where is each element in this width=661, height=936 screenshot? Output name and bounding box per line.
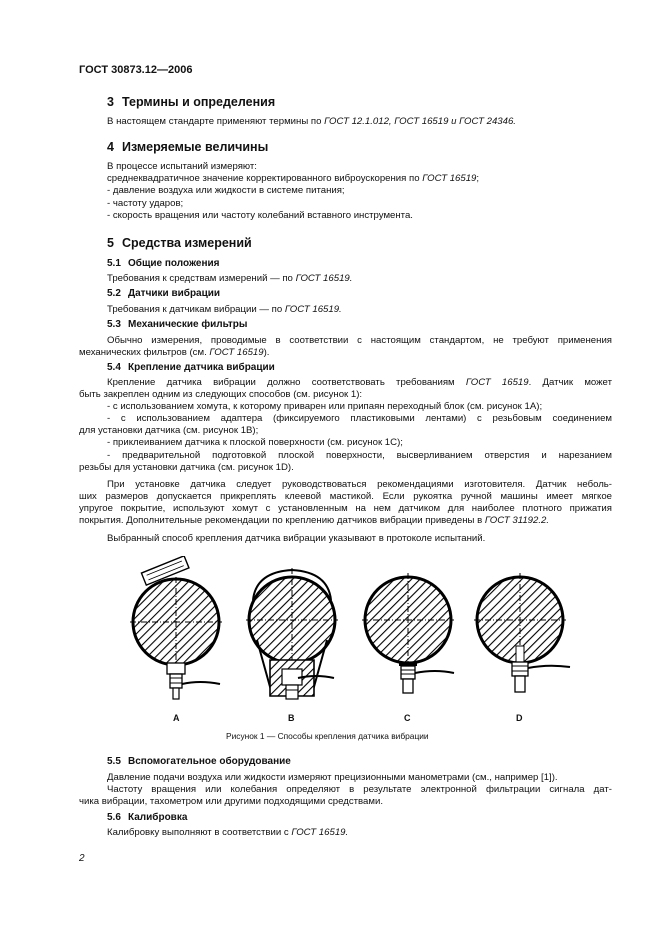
text-line: - приклеиванием датчика к плоской поверхности (см. рисунок 1C); (107, 437, 403, 449)
text-line: для установки датчика (см. рисунок 1B); (79, 425, 259, 437)
text-line (79, 515, 612, 527)
text-line: ших размеров допускается прикреплять клеевой мастикой. Если рукоятка ручной машины имеет мягкое (79, 491, 612, 503)
text-line: - с использованием адаптера (фиксируемого пластиковыми лентами) с резьбовым соединением (107, 413, 612, 425)
mounting-variant-a (130, 556, 222, 699)
standard-code-header: ГОСТ 30873.12—2006 (79, 64, 193, 76)
section-4-item-4: - скорость вращения или частоту колебаний вставного инструмента. (107, 210, 413, 221)
subsection-number: 5.3 (107, 319, 121, 330)
section-number: 4 (107, 140, 114, 154)
text: покрытия. Дополнительные рекомендации по креплению датчиков вибрации приведены в (79, 515, 485, 527)
figure-label-b: B (288, 713, 295, 723)
text-line: Давление подачи воздуха или жидкости измеряют прецизионными манометрами (см., например [1]). (107, 772, 558, 783)
subsection-5-2-heading (107, 288, 220, 299)
subsection-5-3-heading (107, 319, 247, 330)
text-line: - с использованием хомута, к которому приварен или припаян переходный блок (см. рисунок 1A); (107, 401, 543, 413)
subsection-5-1-text (107, 273, 352, 285)
text-line: быть закреплен одним из следующих способов (см. рисунок 1): (79, 389, 363, 401)
subsection-number: 5.4 (107, 362, 121, 373)
subsection-number: 5.5 (107, 756, 121, 767)
text-line: резьбы для установки датчика (см. рисунок 1D). (79, 461, 294, 473)
text-line: упругое покрытие, используют хомут с установленным на нем датчиком для наиболее плотного прижатия (79, 503, 612, 515)
section-4-heading (107, 140, 268, 154)
text-line (79, 377, 612, 389)
text-line: Обычно измерения, проводимые в соответствии с настоящим стандартом, не требуют применения (107, 335, 612, 346)
reference: ГОСТ 16519. (295, 273, 353, 284)
text-line: Частоту вращения или колебания определяют в результате электронной фильтрации сигнала дат- (107, 784, 612, 796)
section-4-intro: В процессе испытаний измеряют: (107, 161, 257, 172)
section-4-item-1: среднеквадратичное значение корректированного виброускорения по ГОСТ 16519; (107, 173, 480, 184)
section-4-item-2: - давление воздуха или жидкости в системе питания; (107, 185, 345, 196)
subsection-title: Датчики вибрации (128, 288, 221, 299)
section-number: 5 (107, 236, 114, 250)
subsection-5-6-heading (107, 812, 187, 823)
figure-label-c: C (404, 713, 411, 723)
subsection-title: Калибровка (128, 812, 188, 823)
text: среднеквадратичное значение корректированного виброускорения по (107, 173, 423, 184)
text: Калибровку выполняют в соответствии с (107, 827, 292, 838)
subsection-number: 5.2 (107, 288, 121, 299)
reference: ГОСТ 16519 (422, 173, 477, 184)
text: В настоящем стандарте применяют термины по (107, 116, 325, 127)
text-line: При установке датчика следует руководствоваться рекомендациями изготовителя. Датчик неболь- (107, 479, 612, 490)
text: Требования к средствам измерений — по (107, 273, 296, 284)
subsection-5-4-paragraph-2 (79, 479, 612, 527)
section-title: Термины и определения (122, 95, 276, 109)
subsection-5-6-text (107, 827, 348, 839)
text: ). (263, 347, 270, 359)
section-number: 3 (107, 95, 114, 109)
text-line: чика вибрации, тахометром или другими подходящими средствами. (79, 796, 383, 808)
mounting-variant-c (362, 573, 454, 693)
reference: ГОСТ 16519 (465, 377, 529, 388)
section-3-text (107, 116, 516, 128)
page-number: 2 (79, 853, 85, 864)
section-5-heading (107, 236, 252, 250)
subsection-title: Механические фильтры (128, 319, 248, 330)
subsection-5-5-heading (107, 756, 291, 767)
text-line (79, 347, 612, 359)
subsection-title: Вспомогательное оборудование (128, 756, 291, 767)
section-title: Измеряемые величины (122, 140, 269, 154)
text-line: - предварительной подготовкой плоской поверхности, высверливанием отверстия и нарезанием (107, 449, 612, 461)
figure-caption: Рисунок 1 — Способы крепления датчика вибрации (226, 731, 429, 741)
subsection-5-2-text (107, 304, 342, 316)
figure-label-a: A (173, 713, 180, 723)
text: Крепление датчика вибрации должно соответствовать требованиям (107, 377, 466, 388)
subsection-5-3-text (79, 335, 612, 359)
subsection-number: 5.6 (107, 812, 121, 823)
reference: ГОСТ 31192.2. (484, 515, 549, 527)
section-4-item-3: - частоту ударов; (107, 198, 184, 209)
text: . Датчик может (528, 377, 612, 388)
subsection-5-5-text (79, 772, 612, 808)
subsection-5-4-heading (107, 362, 275, 373)
text: механических фильтров (см. (79, 347, 210, 359)
subsection-title: Общие положения (128, 258, 220, 269)
subsection-5-4-paragraph-3: Выбранный способ крепления датчика вибрации указывают в протоколе испытаний. (107, 533, 486, 544)
section-title: Средства измерений (122, 236, 252, 250)
mounting-variant-b (246, 568, 338, 699)
reference: ГОСТ 16519 (209, 347, 264, 359)
figure-label-d: D (516, 713, 523, 723)
subsection-5-1-heading (107, 258, 220, 269)
subsection-title: Крепление датчика вибрации (128, 362, 275, 373)
section-3-heading (107, 95, 275, 109)
reference: ГОСТ 12.1.012, ГОСТ 16519 и ГОСТ 24346. (324, 116, 516, 127)
subsection-number: 5.1 (107, 258, 121, 269)
subsection-5-4-text (79, 377, 612, 474)
reference: ГОСТ 16519. (284, 304, 342, 315)
figure-1-sensor-mounting (120, 556, 580, 726)
mounting-variant-d (474, 573, 570, 692)
text: Требования к датчикам вибрации — по (107, 304, 285, 315)
reference: ГОСТ 16519. (291, 827, 349, 838)
